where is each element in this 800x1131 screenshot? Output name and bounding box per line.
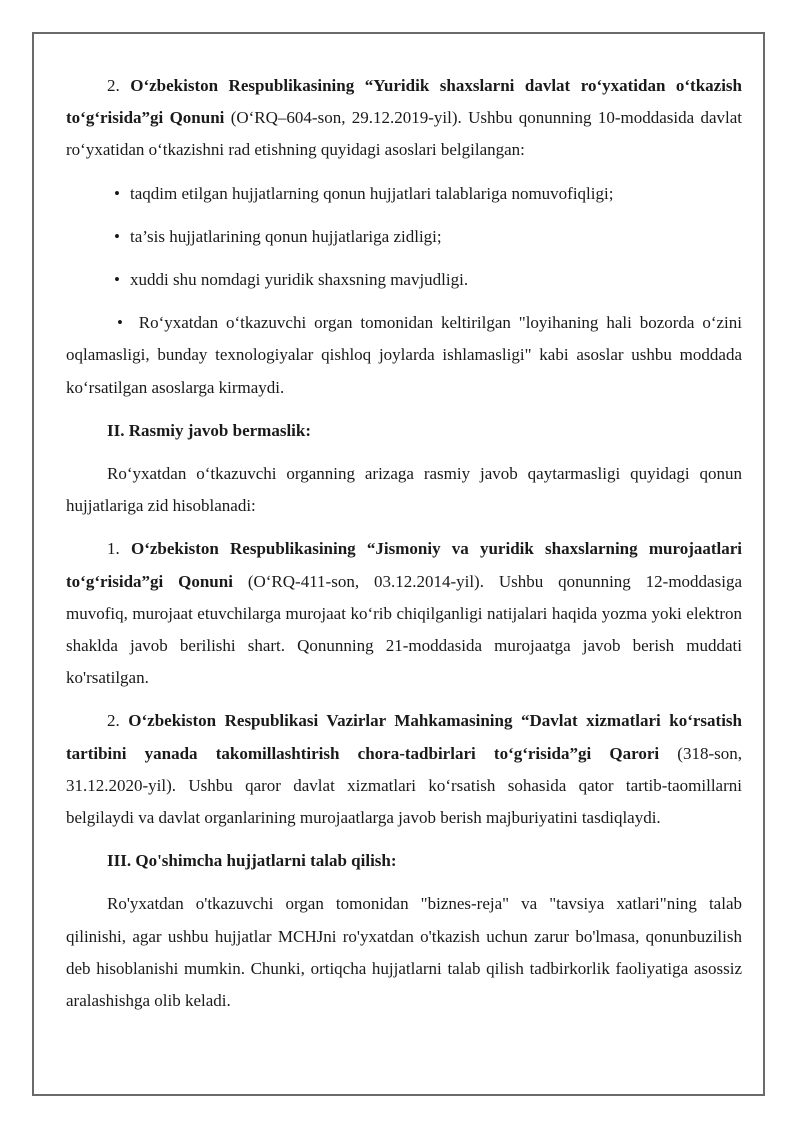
law-paragraph-appeals (66, 533, 742, 694)
section-heading-2: II. Rasmiy javob bermaslik: (107, 420, 312, 440)
list-item-text: xuddi shu nomdagi yuridik shaxsning mavjudligi. (130, 270, 469, 290)
law-description: (O‘RQ-411-son, 03.12.2014-yil). Ushbu qonunning 12-moddasiga muvofiq, murojaat etuvchilarga murojaat ko‘rib chiqilganligi natijalari haqida yozma yoki elektron shaklda javob berilishi shart. Qonunning 21-moddasida murojaatga javob berish muddati ko'rsatilgan. (66, 571, 742, 688)
bullet-icon: • (114, 226, 120, 246)
section2-intro: Ro‘yxatdan o‘tkazuvchi organning arizaga rasmiy javob qaytarmasligi quyidagi qonun hujjatlariga zid hisoblanadi: (66, 464, 742, 516)
section3-paragraph: Ro'yxatdan o'tkazuvchi organ tomonidan "biznes-reja" va "tavsiya xatlari"ning talab qilinishi, agar ushbu hujjatlar MCHJni ro'yxatdan o'tkazish uchun zarur bo'lmasa, qonunbuzilish deb hisoblanishi mumkin. Chunki, ortiqcha hujjatlarni talab qilish tadbirkorlik faoliyatiga asossiz aralashishga olib keladi. (66, 894, 742, 1011)
item-number: 2. (107, 76, 120, 95)
law-description: (318-son, 31.12.2020-yil). Ushbu qaror davlat xizmatlari ko‘rsatish sohasida qator tartib-taomillarni belgilaydi va davlat organlarining murojaatlarga javob berish majburiyatini tasdiqlaydi. (66, 743, 742, 828)
item-number: 1. (107, 539, 120, 559)
bullet-icon: • (114, 270, 120, 290)
document-body (66, 70, 742, 1028)
law-title: O‘zbekiston Respublikasi Vazirlar Mahkamasining “Davlat xizmatlari ko‘rsatish tartibini yanada takomillashtirish chora-tadbirlari to‘g‘risida”gi Qarori (66, 711, 742, 763)
section-heading-3: III. Qo'shimcha hujjatlarni talab qilish: (107, 851, 397, 871)
list-item-text: taqdim etilgan hujjatlarning qonun hujjatlari talablariga nomuvofiqligi; (130, 183, 614, 203)
list-item-text: ta’sis hujjatlarining qonun hujjatlariga zidligi; (130, 226, 442, 246)
law-paragraph-resolution (66, 705, 742, 834)
law-title: O‘zbekiston Respublikasining “Yuridik shaxslarni davlat ro‘yxatidan o‘tkazish to‘g‘risida”gi Qonuni (66, 76, 742, 128)
list-item (66, 178, 742, 210)
list-item (66, 221, 742, 253)
bullet-icon: • (117, 313, 123, 333)
law-title: O‘zbekiston Respublikasining “Jismoniy va yuridik shaxslarning murojaatlari to‘g‘risida”gi Qonuni (66, 539, 743, 591)
item-number: 2. (107, 711, 120, 731)
law-paragraph-registration (66, 70, 742, 167)
law-description: (O‘RQ–604-son, 29.12.2019-yil). Ushbu qonunning 10-moddasida davlat ro‘yxatidan o‘tkazishni rad etishning quyidagi asoslari belgilangan: (66, 108, 742, 160)
bullet-paragraph-text: Ro‘yxatdan o‘tkazuvchi organ tomonidan keltirilgan "loyihaning hali bozorda o‘zini oqlamasligi, bunday texnologiyalar qishloq joylarda ishlamasligi" kabi asoslar ushbu moddada ko‘rsatilgan asoslarga kirmaydi. (66, 313, 743, 397)
bullet-icon: • (114, 183, 120, 203)
bullet-paragraph (66, 307, 742, 404)
list-item (66, 264, 742, 296)
